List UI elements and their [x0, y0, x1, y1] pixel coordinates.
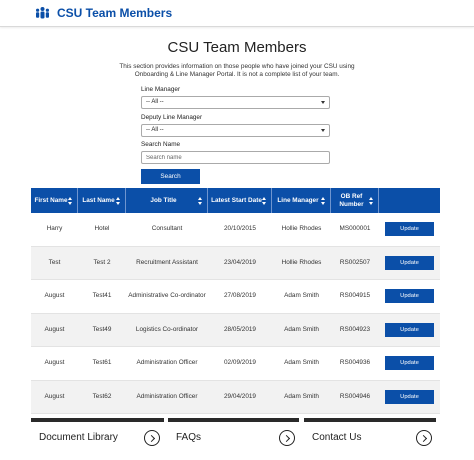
intro-text: This section provides information on those people who have joined your CSU using Onboarding & Line Manager Portal. It is not a complete list of your team. [119, 63, 355, 78]
cell-job-title: Logistics Co-ordinator [135, 325, 199, 333]
deputy-line-manager-label: Deputy Line Manager [141, 114, 203, 121]
cell-actions [379, 314, 440, 347]
top-navbar [0, 0, 474, 27]
page-title: CSU Team Members [167, 39, 307, 56]
arrow-right-circle-icon [144, 430, 160, 446]
cell-first-name: Test [48, 258, 61, 266]
cell-actions [379, 347, 440, 380]
cell-job-title: Administrative Co-ordinator [128, 292, 206, 300]
cell-actions [379, 213, 440, 246]
cell-first-name: Harry [46, 225, 63, 233]
update-button[interactable]: Update [385, 323, 434, 337]
column-header-actions [379, 188, 440, 213]
cell-first-name: August [44, 292, 65, 300]
column-header-first-name[interactable]: First Name [31, 188, 78, 213]
brand[interactable] [35, 6, 172, 20]
cell-ob-ref: MS000001 [339, 225, 371, 233]
footer-card-label: Document Library [39, 432, 118, 443]
cell-ob-ref: RS002507 [339, 258, 371, 266]
cell-job-title: Recruitment Assistant [136, 258, 198, 266]
cell-line-manager: Adam Smith [284, 359, 319, 367]
cell-line-manager: Adam Smith [284, 325, 319, 333]
cell-actions [379, 381, 440, 414]
cell-first-name: August [44, 392, 65, 400]
cell-first-name: August [44, 359, 65, 367]
cell-first-name: August [44, 325, 65, 333]
update-button[interactable]: Update [385, 390, 434, 404]
cell-start-date: 02/09/2019 [224, 359, 256, 367]
cell-last-name: Test 2 [93, 258, 111, 266]
cell-job-title: Administration Officer [136, 359, 198, 367]
sort-icon [321, 197, 326, 205]
table-row [31, 280, 440, 314]
footer-card-label: Contact Us [312, 432, 362, 443]
sort-icon [116, 197, 121, 205]
cell-last-name: Hotel [94, 225, 110, 233]
cell-line-manager: Hollie Rhodes [281, 258, 322, 266]
brand-title: CSU Team Members [57, 6, 173, 20]
cell-line-manager: Adam Smith [284, 292, 319, 300]
sort-icon [68, 197, 73, 205]
footer-card-faqs[interactable] [168, 418, 299, 446]
cell-start-date: 23/04/2019 [224, 258, 256, 266]
chevron-down-icon [321, 129, 325, 132]
chevron-down-icon [321, 101, 325, 104]
column-header-start-date[interactable]: Latest Start Date [208, 188, 272, 213]
line-manager-label: Line Manager [141, 86, 181, 93]
search-name-label: Search Name [141, 141, 181, 148]
footer-card-label: FAQs [176, 432, 202, 443]
update-button[interactable]: Update [385, 222, 434, 236]
cell-last-name: Test62 [92, 392, 112, 400]
column-header-last-name[interactable]: Last Name [78, 188, 126, 213]
cell-last-name: Test49 [92, 325, 112, 333]
cell-start-date: 29/04/2019 [224, 392, 256, 400]
deputy-line-manager-select[interactable] [141, 124, 330, 137]
sort-icon [262, 197, 267, 205]
line-manager-select[interactable] [141, 96, 330, 109]
column-header-line-manager[interactable]: Line Manager [272, 188, 331, 213]
table-row [31, 247, 440, 281]
cell-ob-ref: RS004923 [339, 325, 371, 333]
cell-last-name: Test61 [92, 359, 112, 367]
cell-ob-ref: RS004936 [339, 359, 371, 367]
table-row [31, 213, 440, 247]
cell-actions [379, 247, 440, 280]
search-name-input[interactable] [141, 151, 330, 164]
column-header-ob-ref[interactable]: OB Ref Number [331, 188, 379, 213]
table-row [31, 314, 440, 348]
arrow-right-circle-icon [416, 430, 432, 446]
cell-start-date: 28/05/2019 [224, 325, 256, 333]
cell-actions [379, 280, 440, 313]
cell-line-manager: Adam Smith [284, 392, 319, 400]
table-row [31, 347, 440, 381]
cell-start-date: 27/08/2019 [224, 292, 256, 300]
table-row [31, 381, 440, 415]
cell-line-manager: Hollie Rhodes [281, 225, 322, 233]
cell-job-title: Administration Officer [136, 392, 198, 400]
deputy-line-manager-select-value: -- All -- [146, 127, 164, 133]
sort-icon [198, 197, 203, 205]
cell-ob-ref: RS004946 [339, 392, 371, 400]
arrow-right-circle-icon [279, 430, 295, 446]
line-manager-select-value: -- All -- [146, 99, 164, 105]
sort-icon [369, 197, 374, 205]
update-button[interactable]: Update [385, 256, 434, 270]
cell-start-date: 20/10/2015 [224, 225, 256, 233]
cell-last-name: Test41 [92, 292, 112, 300]
team-members-table [31, 188, 440, 414]
people-group-icon [35, 6, 50, 20]
cell-ob-ref: RS004915 [339, 292, 371, 300]
search-button[interactable]: Search [141, 169, 200, 184]
update-button[interactable]: Update [385, 356, 434, 370]
cell-job-title: Consultant [151, 225, 183, 233]
update-button[interactable]: Update [385, 289, 434, 303]
column-header-job-title[interactable]: Job Title [126, 188, 208, 213]
footer-card-document-library[interactable] [31, 418, 164, 446]
footer-card-contact-us[interactable] [304, 418, 436, 446]
table-header [31, 188, 440, 213]
